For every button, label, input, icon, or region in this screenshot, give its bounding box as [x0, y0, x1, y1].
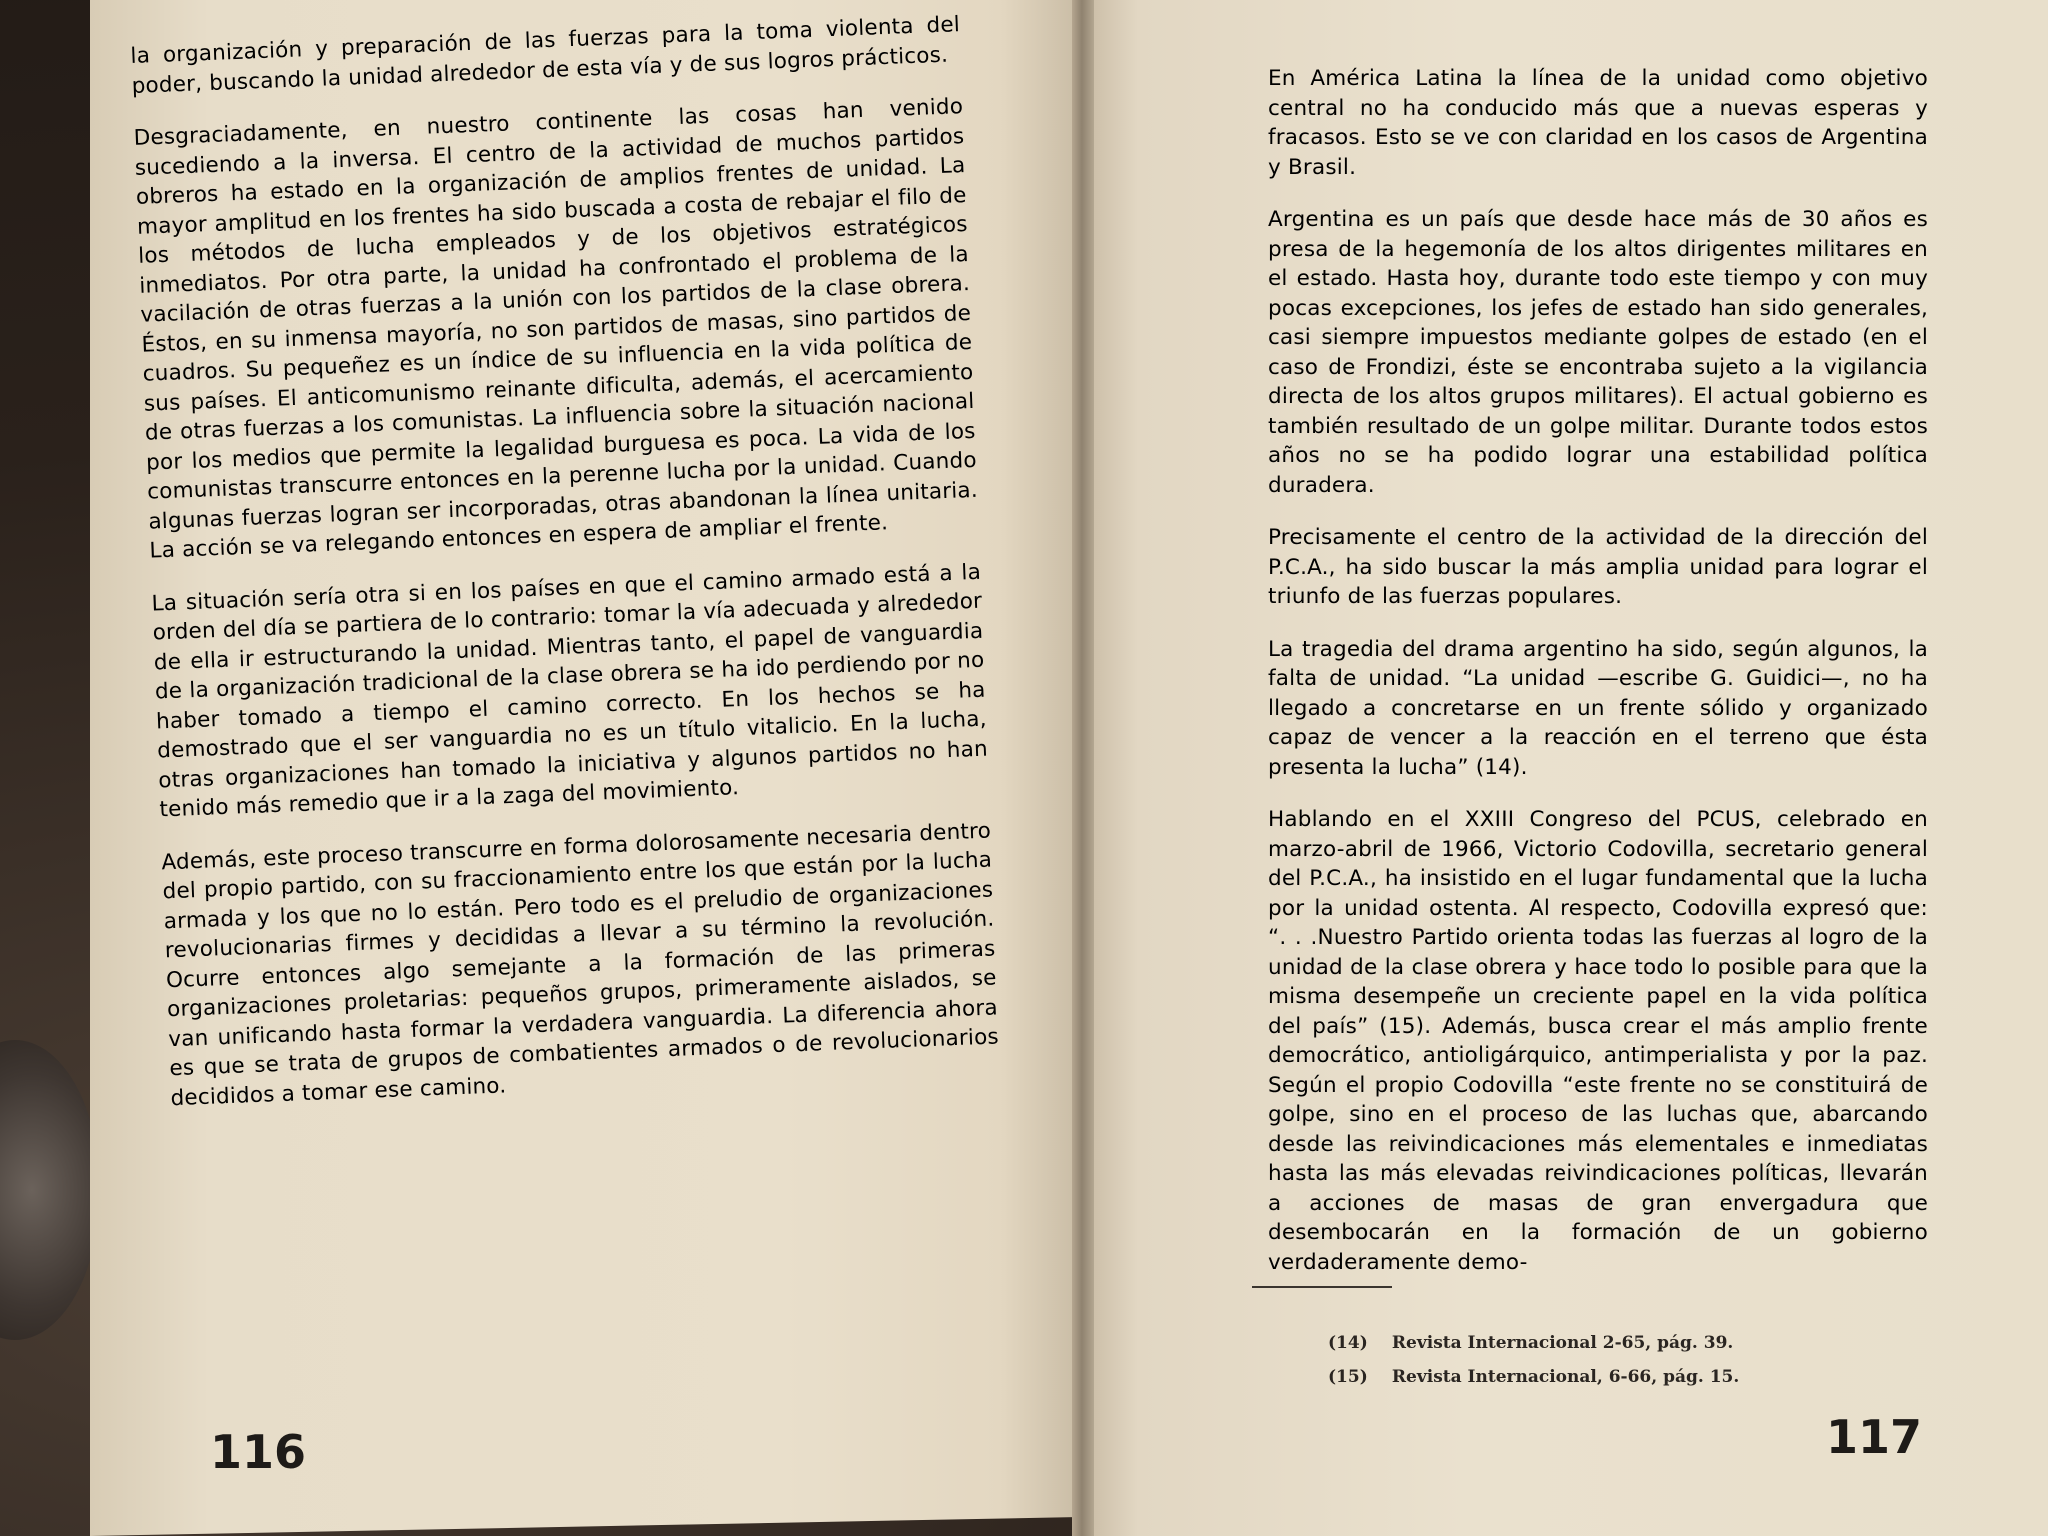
footnotes: [1328, 1333, 1888, 1401]
footnote: [1328, 1367, 1888, 1387]
footnote: [1328, 1333, 1888, 1353]
footnote-number: (15): [1328, 1367, 1368, 1387]
right-page-text: [1268, 64, 1928, 1300]
paragraph: Además, este proceso transcurre en forma dolorosamente necesaria dentro del propio partido, con su fraccionamiento entre los que están por la lucha armada y los que no lo están. Pero todo es el preludio de organizaciones revolucionarias firmes y decididas a llevar a su término la revolución. Ocurre entonces algo semejante a la formación de las primeras organizaciones proletarias: pequeños grupos, primeramente aislados, se van unificando hasta formar la verdadera vanguardia. La diferencia ahora es que se trata de grupos de combatientes armados o de revolucionarios decididos a tomar ese camino.: [161, 818, 1000, 1111]
footnote-text: Revista Internacional, 6-66, pág. 15.: [1391, 1367, 1740, 1387]
paragraph: Desgraciadamente, en nuestro continente las cosas han venido sucediendo a la inversa. El centro de la actividad de muchos partidos obreros ha estado en la organización de amplios frentes de unidad. La mayor amplitud en los frentes ha sido buscada a costa de rebajar el filo de los métodos de lucha empleados y de los objetivos estratégicos inmediatos. Por otra parte, la unidad ha confrontado el problema de la vacilación de otras fuerzas a la unión con los partidos de la clase obrera. Éstos, en su inmensa mayoría, no son partidos de masas, sino partidos de cuadros. Su pequeñez es un índice de su influencia en la vida política de sus países. El anticomunismo reinante dificulta, además, el acercamiento de otras fuerzas a los comunistas. La influencia sobre la situación nacional por los medios que permite la legalidad burguesa es poca. La vida de los comunistas transcurre entonces en la perenne lucha por la unidad. Cuando algunas fuerzas logran ser incorporadas, otras abandonan la línea unitaria. La acción se va relegando entonces en espera de ampliar el frente.: [133, 94, 979, 564]
paragraph: Precisamente el centro de la actividad de la dirección del P.C.A., ha sido buscar la más amplia unidad para lograr el triunfo de las fuerzas populares.: [1268, 525, 1928, 609]
paragraph: La situación sería otra si en los países en que el camino armado está a la orden del día se partiera de lo contrario: tomar la vía adecuada y alrededor de ella ir estructurando la unidad. Mientras tanto, el papel de vanguardia de la organización tradicional de la clase obrera se ha ido perdiendo por no haber tomado a tiempo el camino correcto. En los hechos se ha demostrado que el ser vanguardia no es un título vitalicio. En la lucha, otras organizaciones han tomado la iniciativa y algunos partidos no han tenido más remedio que ir a la zaga del movimiento.: [151, 559, 989, 823]
paragraph: la organización y preparación de las fuerzas para la toma violenta del poder, buscando la unidad alrededor de esta vía y de sus logros prácticos.: [130, 12, 961, 99]
page-number-right: 117: [1826, 1410, 1923, 1464]
paragraph: Argentina es un país que desde hace más de 30 años es presa de la hegemonía de los altos dirigentes militares en el estado. Hasta hoy, durante todo este tiempo y con muy pocas excepciones, los jefes de estado han sido generales, casi siempre impuestos mediante golpes de estado (en el caso de Frondizi, éste se encontraba sujeto a la vigilancia directa de los altos grupos militares). El actual gobierno es también resultado de un golpe militar. Durante todos estos años no se ha podido lograr una estabilidad política duradera.: [1268, 207, 1928, 498]
paragraph: Hablando en el XXIII Congreso del PCUS, celebrado en marzo-abril de 1966, Victorio Codovilla, secretario general del P.C.A., ha insistido en el lugar fundamental que la lucha por la unidad ostenta. Al respecto, Codovilla expresó que: “. . .Nuestro Partido orienta todas las fuerzas al logro de la unidad de la clase obrera y hace todo lo posible para que la misma desempeñe un creciente papel en la vida política del país” (15). Además, busca crear el más amplio frente democrático, antioligárquico, antimperialista y por la paz. Según el propio Codovilla “este frente no se constituirá de golpe, sino en el proceso de las luchas que, abarcando desde las reivindicaciones más elementales e inmediatas hasta las más elevadas reivindicaciones políticas, llevarán a acciones de masas de gran envergadura que desembocarán en la formación de un gobierno verdaderamente demo-: [1268, 807, 1928, 1275]
footnote-rule: [1252, 1286, 1392, 1288]
book-gutter: [1072, 0, 1094, 1536]
paragraph: En América Latina la línea de la unidad como objetivo central no ha conducido más que a nuevas esperas y fracasos. Esto se ve con claridad en los casos de Argentina y Brasil.: [1268, 66, 1928, 180]
paragraph: La tragedia del drama argentino ha sido, según algunos, la falta de unidad. “La unidad —escribe G. Guidici—, no ha llegado a concretarse en un frente sólido y organizado capaz de vencer a la reacción en el terreno que ésta presenta la lucha” (14).: [1268, 636, 1928, 780]
footnote-text: Revista Internacional 2-65, pág. 39.: [1391, 1333, 1734, 1353]
footnote-number: (14): [1328, 1333, 1368, 1353]
left-page-text: [130, 10, 1001, 1136]
page-number-left: 116: [210, 1425, 307, 1479]
